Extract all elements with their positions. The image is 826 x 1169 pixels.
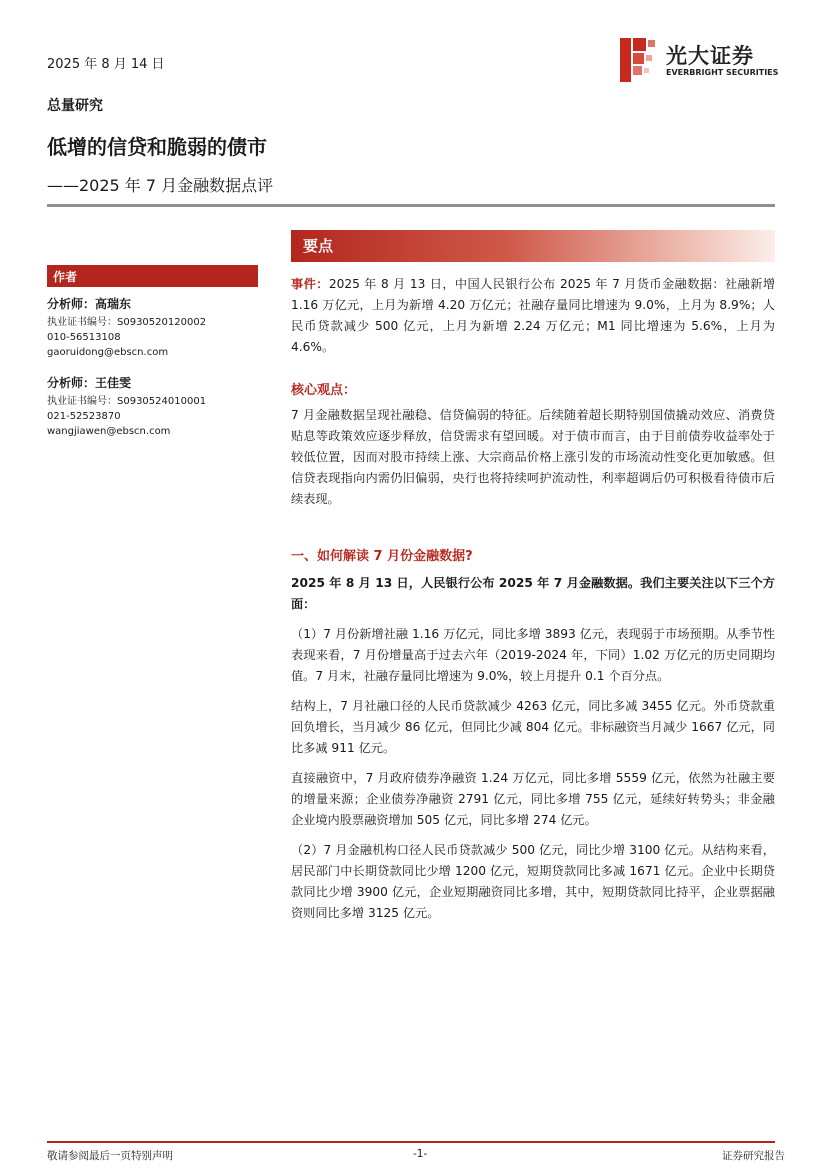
section-heading: 一、如何解读 7 月份金融数据? [291, 549, 473, 564]
everbright-logo-icon [620, 38, 660, 82]
core-view-paragraph: 7 月金融数据呈现社融稳、信贷偏弱的特征。后续随着超长期特别国债撬动效应、消费贷贴息等政策效应逐步释放，信贷需求有望回暖。对于债市而言，由于目前债券收益率处于较低位置，因而对股市持续上涨、大宗商品价格上涨引发的市场流动性变化更加敏感。但信贷表现指向内需仍旧偏弱，央行也将持续呵护流动性，利率超调后仍可积极看待债市后续表现。 [291, 408, 775, 506]
title-divider [47, 204, 775, 207]
analyst-license: 执业证书编号：S0930520120002 [47, 317, 207, 328]
footer-disclaimer: 敬请参阅最后一页特别声明 [47, 1150, 173, 1162]
body-paragraph: 结构上，7 月社融口径的人民币贷款减少 4263 亿元，同比多减 3455 亿元。外币贷款重回负增长，当月减少 86 亿元，但同比少减 804 亿元。非标融资当月减少 1667 亿元，同比多减 911 亿元。 [291, 699, 775, 755]
report-date: 2025 年 8 月 14 日 [47, 57, 165, 72]
report-subtitle: ——2025 年 7 月金融数据点评 [47, 176, 274, 195]
report-type-label: 证券研究报告 [722, 1150, 785, 1162]
analyst-phone: 010-56513108 [47, 332, 121, 343]
author-banner-label: 作者 [53, 270, 78, 284]
analyst-license: 执业证书编号：S0930524010001 [47, 396, 207, 407]
company-logo [620, 38, 780, 82]
logo-chinese-name: 光大证券 [666, 44, 754, 68]
logo-english-name: EVERBRIGHT SECURITIES [666, 68, 779, 77]
analyst-name: 分析师：高瑞东 [47, 297, 132, 311]
author-banner [47, 265, 258, 287]
body-paragraph: 直接融资中，7 月政府债券净融资 1.24 万亿元，同比多增 5559 亿元，依然为社融主要的增量来源；企业债券净融资 2791 亿元，同比多增 755 亿元，延续好转势头；非金融企业境内股票融资增加 505 亿元，同比多增 274 亿元。 [291, 771, 775, 827]
analyst-name: 分析师：王佳雯 [47, 376, 132, 390]
section-intro: 2025 年 8 月 13 日，人民银行公布 2025 年 7 月金融数据。我们主要关注以下三个方面： [291, 576, 775, 611]
event-paragraph [291, 274, 775, 358]
analyst-email[interactable]: gaoruidong@ebscn.com [47, 347, 169, 358]
analyst-email[interactable]: wangjiawen@ebscn.com [47, 426, 171, 437]
event-text: 2025 年 8 月 13 日，中国人民银行公布 2025 年 7 月货币金融数据：社融新增 1.16 万亿元，上月为新增 4.20 万亿元；社融存量同比增速为 9.0%，上月为 8.9%；人民币贷款减少 500 亿元，上月为新增 2.24 万亿元；M1 同比增速为 5.6%，上月为 4.6%。 [291, 277, 776, 354]
body-paragraph: （1）7 月份新增社融 1.16 万亿元，同比多增 3893 亿元，表现弱于市场预期。从季节性表现来看，7 月份增量高于过去六年（2019-2024 年，下同）1.02 万亿元的历史同期均值。7 月末，社融存量同比增速为 9.0%，较上月提升 0.1 个百分点。 [291, 627, 775, 683]
core-view-heading: 核心观点： [291, 383, 357, 398]
analyst-card [47, 296, 206, 360]
footer-divider [47, 1141, 775, 1143]
body-paragraph: （2）7 月金融机构口径人民币贷款减少 500 亿元，同比少增 3100 亿元。从结构来看，居民部门中长期贷款同比少增 1200 亿元，短期贷款同比多减 1671 亿元。企业中长期贷款同比少增 3900 亿元，企业短期融资同比多增，其中，短期贷款同比持平，企业票据融资则同比多增 3125 亿元。 [291, 843, 775, 920]
analyst-phone: 021-52523870 [47, 411, 121, 422]
report-category: 总量研究 [47, 98, 103, 114]
summary-banner-label: 要点 [303, 237, 334, 255]
page-number: -1- [413, 1148, 428, 1160]
analyst-card [47, 375, 206, 439]
report-title: 低增的信贷和脆弱的债市 [47, 135, 267, 159]
main-content [291, 274, 775, 924]
summary-banner [291, 230, 775, 262]
event-label: 事件： [291, 277, 329, 291]
